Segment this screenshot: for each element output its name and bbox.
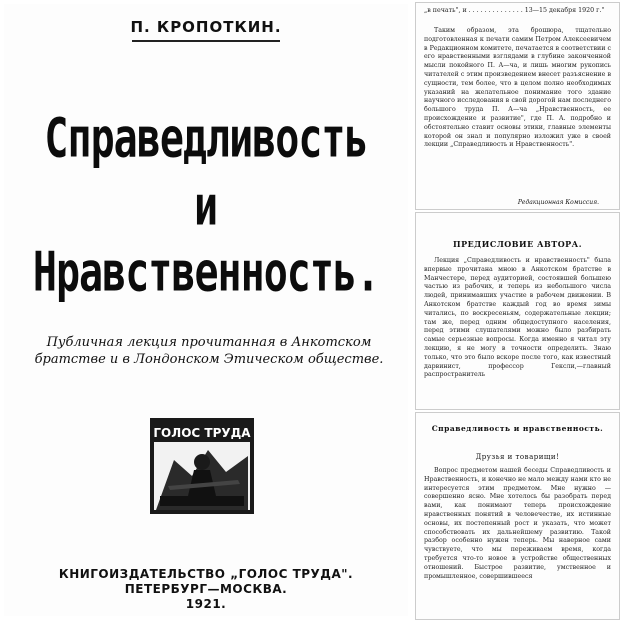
page-lecture-start	[415, 412, 620, 620]
page-c-heading: Справедливость и нравственность.	[431, 424, 604, 433]
page-c-greeting: Друзья и товарищи!	[475, 453, 560, 461]
publication-year: 1921.	[185, 597, 227, 611]
publisher-name: КНИГОИЗДАТЕЛЬСТВО „ГОЛОС ТРУДА".	[58, 567, 354, 581]
publisher-logo	[148, 416, 256, 516]
logo-text: ГОЛОС ТРУДА	[153, 426, 251, 440]
publisher-city: ПЕТЕРБУРГ—МОСКВА.	[124, 582, 288, 596]
page-a-signature: Редакционная Комиссия.	[517, 199, 599, 206]
page-editorial-note	[415, 2, 620, 210]
subtitle: Публичная лекция прочитанная в Анкотском братстве и в Лондонском Этическом обществе.	[34, 335, 384, 367]
page-a-body: Таким образом, эта брошюра, тщательно подготовленная к печати самим Петром Алексеевичем в Редакционном комитете, печатается в соответствии с его нравственными взглядами в глубине законченной мысли покойного П. А—ча, и лишь многим рукопись читателей с этим произведением внесет разъяснение в сущности, тем более, что в целом полно необходимых указаний на желательное понимание того здание научного исследования в свой дорогой нам последнего большого труда П. А—ча „Нравственность, ее происхождение и развитие", где П. А. подробно и обстоятельно ставит основы этики, главные элементы которой он знал и популярно изложил уже в своей лекции „Справедливость и Нравственность".	[424, 27, 611, 149]
title-line-3: Нравственность.	[32, 241, 380, 305]
page-author-preface	[415, 212, 620, 410]
cover-page	[4, 4, 408, 616]
page-b-heading: ПРЕДИСЛОВИЕ АВТОРА.	[453, 239, 582, 249]
page-c-body: Вопрос предметом нашей беседы Справедливость и Нравственность, и конечно не мало между нами кто не интересуется этим предметом. Мне нужно — совершенно ясно. Мне хотелось бы разобрать перед вами, как понимают теперь происхождение нравственных понятий в человечестве, их истинные основы, их постепенный рост и указать, что может способствовать их дальнейшему развитию. Такой разбор особенно нужен теперь. Мы наверное сами чувствуете, что мы переживаем время, когда требуется что-то новое в устройстве общественных отношений. Быстрое развитие, умственное и промышленное, совершившееся	[424, 467, 611, 580]
publisher-block	[4, 567, 408, 612]
author-underline	[132, 40, 280, 42]
page-a-top-line: „в печать", и . . . . . . . . . . . . . . 13—15 декабря 1920 г."	[424, 7, 605, 14]
author-name: П. КРОПОТКИН.	[130, 18, 282, 36]
title-line-1: Справедливость	[44, 107, 368, 171]
title-line-2: и	[193, 175, 219, 239]
page-b-body: Лекция „Справедливость и нравственность" была впервые прочитана мною в Анкотском братстве в Манчестере, перед аудиторией, состоявшей большею частью из рабочих, и теперь из небольшого числа людей, принимавших участие в рабочем движении. В Анкотском братстве каждый год во время зимы читались, по воскресеньям, содержательные лекции; там же, перед одним общедоступного населения, перед этими слушателями можно было разбирать самые серьезные вопросы. Когда именно я читал эту лекцию, я не могу в точности определить. Знаю только, что это было вскоре после того, как известный дарвинист, профессор Гексли,—главный распространитель	[424, 257, 611, 379]
